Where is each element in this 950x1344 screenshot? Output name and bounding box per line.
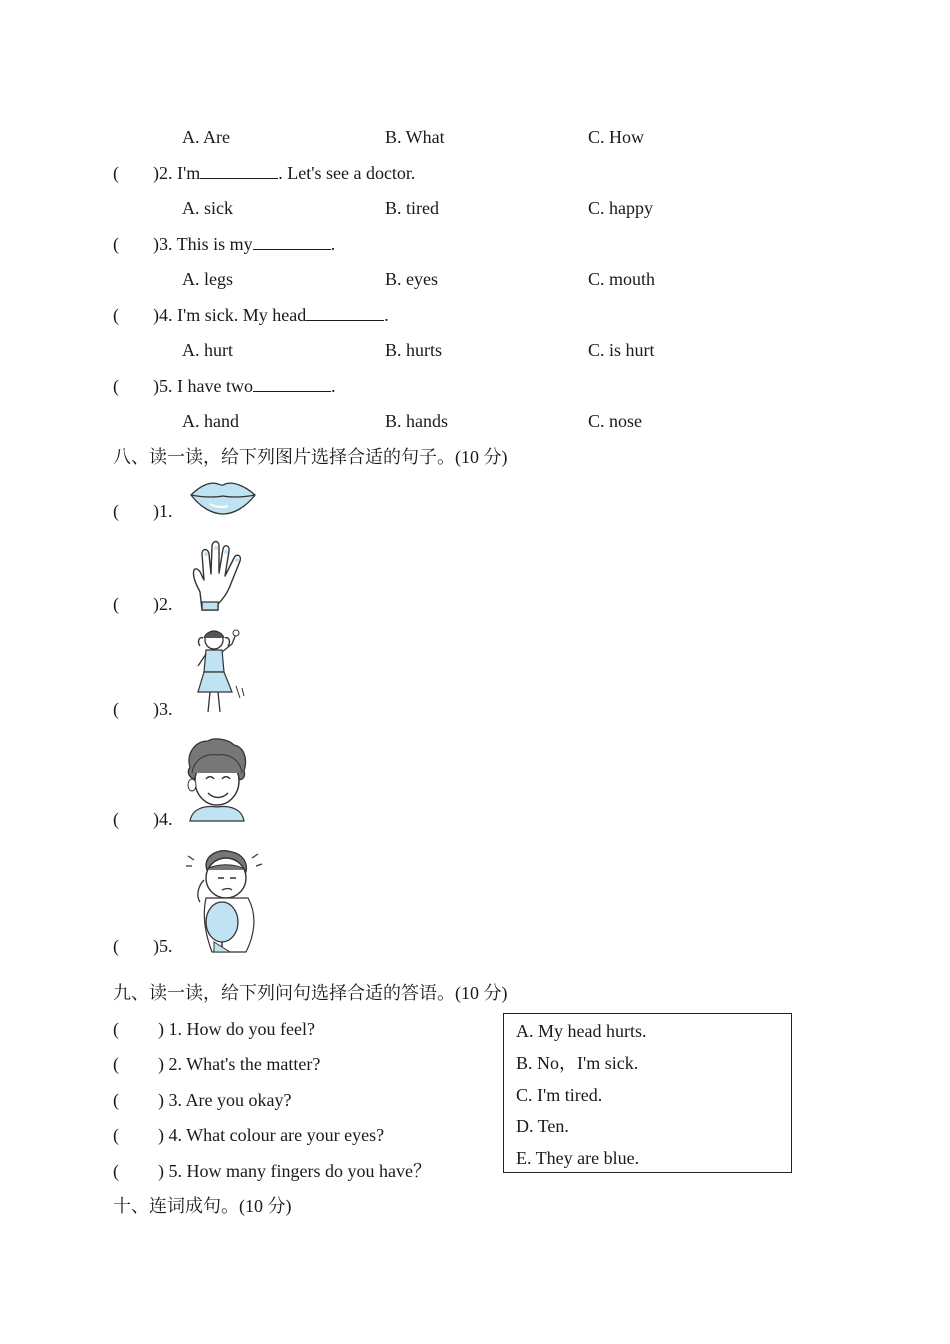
lips-icon [188,478,258,516]
question-5 [113,375,335,397]
answer-option-e: E. They are blue. [516,1148,640,1168]
matching-question-3 [113,1089,291,1111]
question-4-stem: )4. I'm sick. My head [153,305,307,325]
picture-item-5 [113,935,173,957]
picture-item-3 [113,698,173,720]
matching-question-text: ) 2. What's the matter? [158,1054,321,1074]
question-3-tail: . [330,234,336,254]
girl-waving-icon [190,626,250,716]
answer-option-d: D. Ten. [516,1116,569,1136]
answer-paren[interactable]: ( [113,305,119,325]
answer-paren[interactable]: ( [113,376,119,396]
option-q5-a: A. hand [182,411,239,431]
picture-item-label: )2. [153,594,173,614]
option-q3-c: C. mouth [588,269,656,289]
picture-item-label: )3. [153,699,173,719]
option-q4-a: A. hurt [182,340,233,360]
option-q2-a: A. sick [182,198,233,218]
answer-paren[interactable]: ( [113,699,119,719]
picture-item-1 [113,500,173,522]
matching-question-1 [113,1018,315,1040]
fill-blank[interactable] [253,377,331,392]
option-q4-c: C. is hurt [588,340,655,360]
matching-question-4 [113,1124,384,1146]
picture-item-2 [113,593,173,615]
picture-item-label: )5. [153,936,173,956]
answer-option-c: C. I'm tired. [516,1085,603,1105]
smiling-boy-icon [184,737,250,821]
option-q5-b: B. hands [385,411,448,431]
sick-boy-icon [184,846,264,952]
question-5-stem: )5. I have two [153,376,253,396]
question-2-stem: )2. I'm [153,163,201,183]
matching-question-text: ) 3. Are you okay? [158,1090,292,1110]
option-q2-b: B. tired [385,198,439,218]
answer-option-a: A. My head hurts. [516,1021,647,1041]
answer-paren[interactable]: ( [113,1019,119,1039]
matching-question-2 [113,1053,320,1075]
answer-paren[interactable]: ( [113,234,119,254]
answer-paren[interactable]: ( [113,809,119,829]
option-q1-a: A. Are [182,127,230,147]
answer-paren[interactable]: ( [113,1054,119,1074]
fill-blank[interactable] [200,164,278,179]
matching-question-text: ) 5. How many fingers do you have？ [158,1161,431,1181]
section-10-title: 十、连词成句。(10 分) [113,1196,292,1216]
answer-paren[interactable]: ( [113,1161,119,1181]
matching-question-text: ) 1. How do you feel? [158,1019,315,1039]
picture-item-4 [113,808,173,830]
question-4 [113,304,389,326]
picture-item-label: )4. [153,809,173,829]
answer-paren[interactable]: ( [113,1090,119,1110]
question-3-stem: )3. This is my [153,234,253,254]
matching-question-5 [113,1160,431,1182]
question-2-tail: . Let's see a doctor. [278,163,416,183]
answer-option-b: B. No，I'm sick. [516,1053,639,1073]
picture-item-label: )1. [153,501,173,521]
answer-paren[interactable]: ( [113,163,119,183]
question-4-tail: . [384,305,389,325]
option-q1-b: B. What [385,127,445,147]
fill-blank[interactable] [306,306,384,321]
option-q2-c: C. happy [588,198,653,218]
section-9-title: 九、读一读，给下列问句选择合适的答语。(10 分) [113,983,508,1003]
section-8-title: 八、读一读，给下列图片选择合适的句子。(10 分) [113,447,508,467]
hand-icon [188,540,248,612]
answer-paren[interactable]: ( [113,1125,119,1145]
answer-paren[interactable]: ( [113,936,119,956]
fill-blank[interactable] [253,235,331,250]
matching-question-text: ) 4. What colour are your eyes? [158,1125,385,1145]
answer-options-box [503,1013,792,1173]
question-5-tail: . [330,376,336,396]
answer-paren[interactable]: ( [113,594,119,614]
question-3 [113,233,335,255]
option-q3-a: A. legs [182,269,233,289]
option-q5-c: C. nose [588,411,642,431]
answer-paren[interactable]: ( [113,501,119,521]
question-2 [113,162,415,184]
option-q4-b: B. hurts [385,340,443,360]
option-q3-b: B. eyes [385,269,438,289]
option-q1-c: C. How [588,127,645,147]
